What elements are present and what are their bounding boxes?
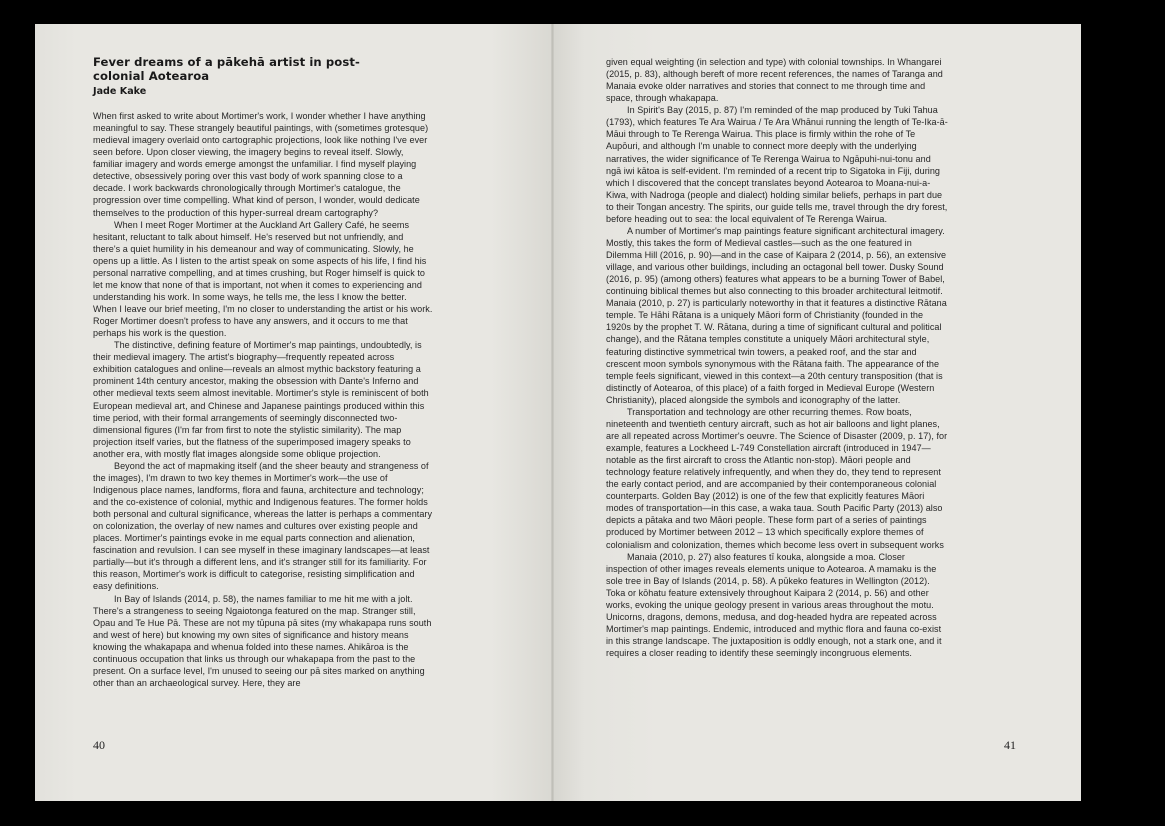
left-page [35,24,553,801]
paragraph: Beyond the act of mapmaking itself (and the sheer beauty and strangeness of the images), I'm drawn to two key themes in Mortimer's work—the use of Indigenous place names, landforms, flora and fauna, architecture and technology; and the co-existence of colonial, mythic and Indigenous features. The former holds both personal and cultural significance, whereas the latter is perhaps a commentary on colonization, the overlay of new names and cultures over existing people and places. Mortimer's paintings evoke in me equal parts connection and alienation, fascination and revulsion. I can see myself in these imaginary landscapes—at least partially—but it's through a different lens, and it's stranger still for its familiarity. For this reason, Mortimer's work is difficult to categorise, resisting simplification and easy definitions. [93,460,433,592]
paragraph: The distinctive, defining feature of Mortimer's map paintings, undoubtedly, is their medieval imagery. The artist's biography—frequently repeated across exhibition catalogues and online—reveals an almost mythic backstory featuring a prominent 14th century ancestor, making the obsession with Dante's Inferno and other medieval texts seem almost inevitable. Mortimer's style is reminiscent of both European medieval art, and Chinese and Japanese paintings produced within this time period, with their formal arrangements of seemingly disconnected two-dimensional figures (I'm far from first to note the stylistic similarity). The map projection itself varies, but the flatness of the superimposed imagery speaks to another era, with mostly flat images alongside some oblique projection. [93,340,429,459]
right-page [553,24,1081,801]
article-title: Fever dreams of a pākehā artist in post-colonial Aotearoa [93,55,360,83]
book-spread [35,24,1081,801]
paragraph: In Bay of Islands (2014, p. 58), the names familiar to me hit me with a jolt. There's a strangeness to seeing Ngaiotonga featured on the map. Stranger still, Opau and Te Hue Pā. These are not my tūpuna pā sites (my whakapapa runs south and west of here) but knowing my own sites of significance and history means knowing the whakapapa and whenua folded into these names. Ahikāroa is the continuous occupation that links us through our whakapapa from the past to the present. On a surface level, I'm unused to seeing our pā sites marked on anything other than an archaeological survey. Here, they are [93,593,432,688]
paragraph: In Spirit's Bay (2015, p. 87) I'm reminded of the map produced by Tuki Tahua (1793), which features Te Ara Wairua / Te Ara Whānui running the length of Te-Ika-ā-Māui through to Te Rerenga Wairua. This place is firmly within the rohe of Te Aupōuri, and although I'm unable to connect more deeply with the underlying narratives, the wider significance of Te Rerenga Wairua to Ngāpuhi-nui-tonu and ngā iwi kātoa is self-evident. I'm reminded of a recent trip to Sigatoka in Fiji, during which I discovered that the concept translates beyond Aotearoa to Moana-nui-a-Kiwa, with Nadroga (people and dialect) holding similar beliefs, perhaps in part due to their Tongan ancestry. The spirits, our guide tells me, travel through the dry forest, before heading out to sea: the local equivalent of Te Rerenga Wairua. [606,105,948,224]
paragraph: given equal weighting (in selection and type) with colonial townships. In Whangarei (2015, p. 83), although bereft of more recent references, the names of Taranga and Manaia evoke older narratives and stories that connect to me through time and space, through whakapapa. [606,57,943,104]
paragraph: When first asked to write about Mortimer's work, I wonder whether I have anything meaningful to say. These strangely beautiful paintings, with (sometimes grotesque) medieval imagery overlaid onto cartographic projections, look like nothing I've ever seen before. Upon closer viewing, the imagery begins to reveal itself. Slowly, familiar imagery and words emerge amongst the unfamiliar. I find myself playing detective, obsessively poring over this vast body of work spanning close to a decade. I work backwards chronologically through Mortimer's catalogue, the progression over time compelling. What kind of person, I wonder, would dedicate themselves to the production of this hyper-surreal dream cartography? [93,111,429,218]
page-number-right: 41 [1004,738,1016,752]
page-number-left: 40 [93,738,105,752]
paragraph: When I meet Roger Mortimer at the Auckland Art Gallery Café, he seems hesitant, reluctant to talk about himself. He's reserved but not unfriendly, and there's a quiet humility in his demeanour and way of communicating. Slowly, he opens up a little. As I listen to the artist speak on some aspects of his life, I find his personal narrative compelling, and at times crushing, but Roger himself is quick to let me know that none of that is important, not when it comes to experiencing and understanding his work. In some ways, he tells me, the less I know the better. When I leave our brief meeting, I'm no closer to understanding the artist or his work. Roger Mortimer doesn't profess to have any answers, and it occurs to me that perhaps his work is the question. [93,219,433,339]
article-author: Jade Kake [93,86,147,97]
left-body-text [93,110,433,689]
paragraph: A number of Mortimer's map paintings feature significant architectural imagery. Mostly, this takes the form of Medieval castles—such as the one featured in Dilemma Hill (2016, p. 90)—and in the case of Kaipara 2 (2014, p. 56), an extensive village, and various other buildings, including an octagonal bell tower. Dusky Sound (2016, p. 95) (among others) features what appears to be a burning Tower of Babel, continuing biblical themes but also connecting to this broader architectural leitmotif. Manaia (2010, p. 27) is particularly noteworthy in that it features a distinctive Rātana temple. Te Hāhi Rātana is a uniquely Māori form of Christianity (founded in the 1920s by the prophet T. W. Rātana, during a time of significant cultural and political change), and the Rātana temples constitute a uniquely Māori architectural style, featuring distinctive symmetrical twin towers, a peaked roof, and the star and crescent moon symbols synonymous with the Rātana faith. The appearance of the temple feels significant, viewed in this context—a 20th century transposition (that is distinctly of Aotearoa, of this place) of a faith forged in Medieval Europe (Western Christianity), placed alongside the symbols and iconography of the latter. [606,225,947,405]
book-gutter [551,24,554,801]
paragraph: Manaia (2010, p. 27) also features tī kouka, alongside a moa. Closer inspection of other images reveals elements unique to Aotearoa. A mamaku is the sole tree in Bay of Islands (2014, p. 58). A pūkeko features in Wellington (2012). Toka or kōhatu feature extensively throughout Kaipara 2 (2014, p. 56) and other works, evoking the unique geology present in various areas throughout the motu. Unicorns, dragons, demons, medusa, and dog-headed hydra are repeated across Mortimer's map paintings. Endemic, introduced and mythic flora and fauna co-exist in this strange landscape. The juxtaposition is oddly enough, not a stark one, and it requires a closer reading to identify these seemingly incongruous elements. [606,551,942,659]
paragraph: Transportation and technology are other recurring themes. Row boats, nineteenth and twentieth century aircraft, such as hot air balloons and light planes, are all repeated across Mortimer's oeuvre. The Science of Disaster (2009, p. 17), for example, features a Lockheed L-749 Constellation aircraft (introduced in 1947—notable as the first aircraft to cross the Atlantic non-stop). Māori people and technology feature relatively infrequently, and when they do, they tend to represent the early contact period, and are accompanied by their contemporaneous colonial counterparts. Golden Bay (2012) is one of the few that explicitly features Māori modes of transportation—in this case, a waka taua. South Pacific Party (2013) also depicts a pātaka and two Māori people. These form part of a series of paintings produced by Mortimer between 2012 – 13 which specifically explore themes of colonialism and colonization, themes which become less overt in subsequent works [606,406,948,550]
right-body-text [606,56,948,659]
article-header [93,55,393,99]
